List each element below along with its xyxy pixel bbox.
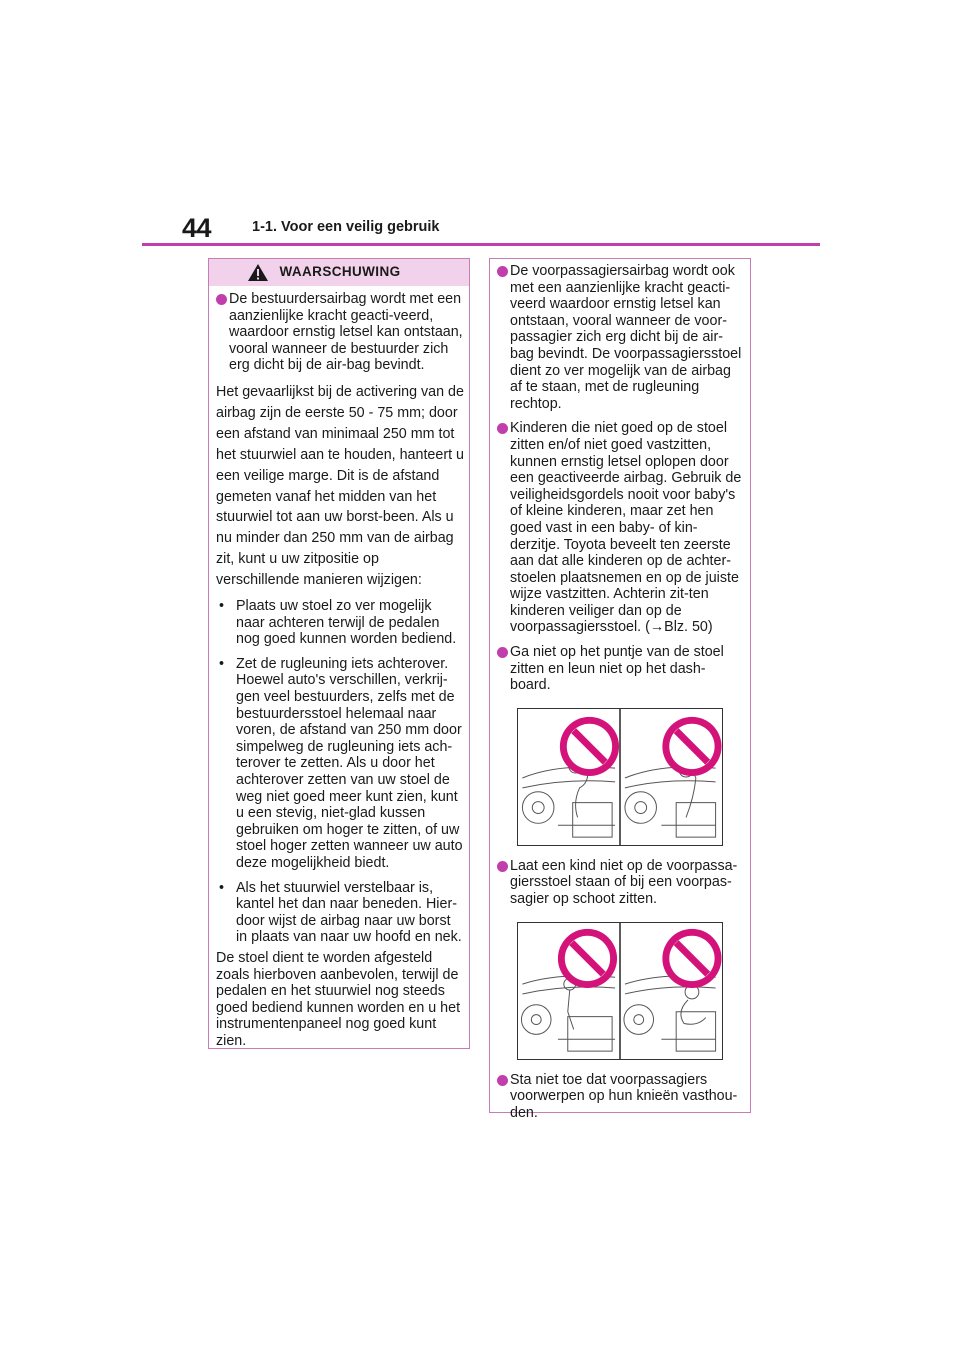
bullet-dot-icon [497, 266, 508, 277]
illustration-child-on-seat [517, 922, 723, 1060]
list-item [497, 420, 745, 636]
illustration-leaning-on-dashboard [517, 708, 723, 846]
sub-bullet-marker: • [219, 598, 225, 615]
sub-item-text: Als het stuurwiel verstelbaar is, kantel het dan naar beneden. Hier-door wijst de airbag naar uw borst in plaats van naar uw hoofd en nek. [236, 879, 462, 946]
warning-box-continued [489, 258, 751, 1121]
section-title: 1-1. Voor een veilig gebruik [252, 219, 440, 235]
warning-box [208, 258, 470, 1049]
warning-header [209, 259, 469, 286]
bullet-text: Laat een kind niet op de voorpassa-giersstoel staan of bij een voorpas-sagier op schoot zitten. [510, 857, 738, 908]
warning-content [497, 263, 745, 1129]
bullet-text: De bestuurdersairbag wordt met een aanzienlijke kracht geacti-veerd, waardoor ernstig letsel kan ontstaan, vooral wanneer de bestuurder zich erg dicht bij de air-bag bevindt. [229, 291, 463, 374]
bullet-dot-icon [216, 294, 227, 305]
bullet-dot-icon [497, 861, 508, 872]
warning-content [216, 291, 464, 1053]
paragraph: Het gevaarlijkst bij de activering van de airbag zijn de eerste 50 - 75 mm; door een afstand van minimaal 250 mm tot het stuurwiel aan te houden, hanteert u een veilige marge. Dit is de afstand gemeten vanaf het midden van het stuurwiel tot aan uw borst-been. Als u nu minder dan 250 mm van de airbag zit, kunt u uw zitpositie op verschillende manieren wijzigen: [216, 383, 464, 589]
bullet-text: De voorpassagiersairbag wordt ook met een aanzienlijke kracht geacti-veerd waardoor ernstig letsel kan ontstaan, vooral wanneer de voor-passagier zich erg dicht bij de air-bag bevindt. De voorpassagiersstoel dient zo ver mogelijk van de airbag af te staan, met de rugleuning rechtop. [510, 263, 742, 412]
paragraph: De stoel dient te worden afgesteld zoals hierboven aanbevolen, terwijl de pedalen en het stuurwiel nog steeds goed bediend kunnen worden en u het instrumentenpaneel nog goed kunt zien. [216, 949, 461, 1049]
dashboard-illustration-icon [518, 709, 722, 845]
list-item [216, 291, 464, 374]
sub-list-item [216, 880, 464, 946]
sub-bullet-marker: • [219, 655, 225, 672]
sub-item-text: Zet de rugleuning iets achterover. Hoewel auto's verschillen, verkrij-gen veel bestuurders, zelfs met de bestuurdersstoel helemaal naar voren, de afstand van 250 mm door simpelweg de rugleuning iets ach-terover te zetten. Als u door het achterover zetten van uw stoel de weg niet goed meer kunt zien, kunt u een stevig, niet-glad kussen gebruiken om hoger te zitten, of uw stoel hoger zetten wanneer uw auto deze mogelijkheid biedt. [236, 655, 463, 871]
bullet-text: Sta niet toe dat voorpassagiers voorwerpen op hun knieën vasthou-den. [510, 1071, 738, 1121]
list-item [497, 644, 745, 694]
sub-list-item [216, 656, 464, 872]
sub-bullet-marker: • [219, 879, 225, 896]
sub-list-item [216, 598, 464, 648]
bullet-dot-icon [497, 1075, 508, 1086]
header-rule [142, 243, 820, 246]
warning-triangle-icon [247, 263, 269, 282]
child-seat-illustration-icon [518, 923, 722, 1059]
bullet-dot-icon [497, 423, 508, 434]
warning-title: WAARSCHUWING [279, 264, 401, 280]
list-item [497, 263, 745, 412]
bullet-text: Kinderen die niet goed op de stoel zitten en/of niet goed vastzitten, kunnen ernstig letsel oplopen door een geactiveerde airbag. Gebruik de veiligheidsgordels nooit voor baby's of kleine kinderen, maar zet hen goed vast in een baby- of kin-derzitje. Toyota beveelt ten zeerste aan dat alle kinderen op de achter-stoelen plaatsnemen en op de juiste wijze vastzitten. Achterin zit-ten kinderen veiliger dan op de voorpassagiersstoel. (→Blz. 50) [510, 420, 742, 636]
bullet-text: Ga niet op het puntje van de stoel zitten en leun niet op het dash-board. [510, 644, 724, 694]
bullet-dot-icon [497, 647, 508, 658]
list-item [497, 858, 745, 908]
sub-item-text: Plaats uw stoel zo ver mogelijk naar achteren terwijl de pedalen nog goed kunnen worden bediend. [236, 598, 457, 648]
list-item [497, 1072, 745, 1122]
page-number: 44 [182, 213, 212, 243]
